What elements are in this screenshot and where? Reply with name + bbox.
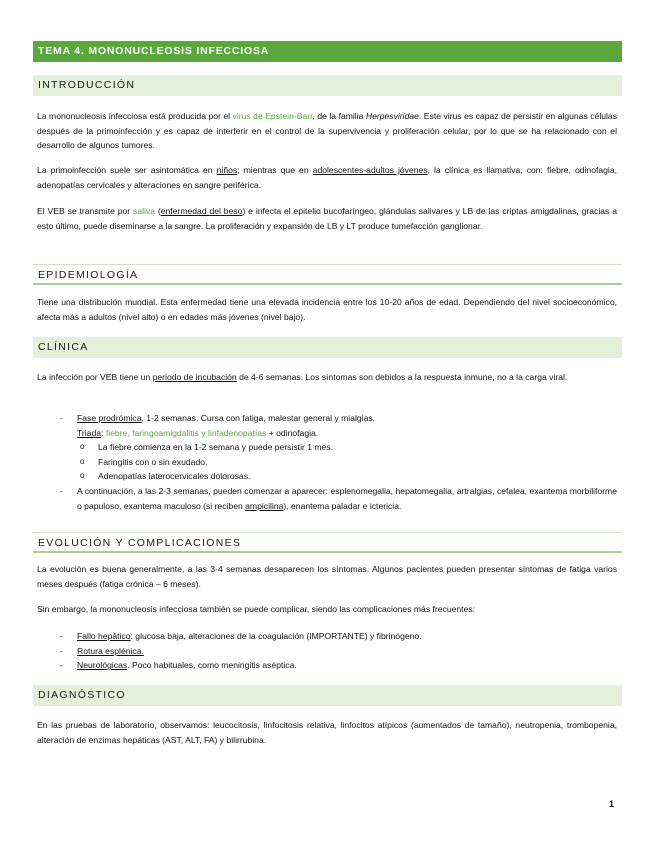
complication-label: Rotura esplénica. [77, 645, 144, 656]
section-heading-diagnostico: DIAGNÓSTICO [33, 685, 622, 706]
text-run: . Poco habituales, como meningitis aséptica. [127, 660, 297, 671]
text-run: A continuación, a las 2-3 semanas, pueden comenzar a aparecer: esplenomegalia, hepatomegalia, artralgias, cefalea, exantema morbiliforme o papuloso, exantema maculoso (si reciben [77, 485, 617, 511]
text-run: ; mientras que en [237, 165, 313, 175]
section-heading-clinica: CLÍNICA [33, 337, 622, 358]
adolescentes-underlined: adolescentes-adultos jóvenes [312, 165, 428, 175]
list-dash: - [60, 413, 63, 423]
list-item [60, 455, 617, 470]
intro-paragraph-3 [37, 204, 617, 233]
text-run: , de la familia [312, 111, 366, 121]
list-item [60, 658, 617, 673]
circle-bullet-icon: o [80, 471, 85, 481]
text-run: : glucosa baja, alteraciones de la coagulación (IMPORTANTE) y fibrinógeno. [130, 631, 422, 641]
list-item [60, 629, 617, 644]
text-run: La mononucleosis infecciosa está producida por el [37, 111, 233, 121]
text-run: La primoinfección suele ser asintomática en [37, 165, 217, 175]
list-item-continuacion [60, 484, 617, 513]
list-dash: - [60, 660, 63, 671]
clinica-list [60, 411, 617, 513]
text-run: . Este virus es capaz de persistir en algunas células después de la primoinfección y es capaz de interferir en el control de la supervivencia y proliferación celular, por lo que se ha relacionado con el desarrollo de algunos tumores. [37, 111, 618, 151]
list-dash: - [60, 645, 63, 656]
text-run: , la clínica es llamativa, con: fiebre, odinofagia, adenopatías cervicales y alteraciones en sangre periférica. [37, 165, 617, 190]
circle-bullet-icon: o [80, 442, 85, 452]
list-dash: - [60, 631, 63, 641]
section-heading-introduccion: INTRODUCCIÓN [33, 75, 622, 96]
intro-paragraph-2 [37, 163, 617, 192]
list-item [60, 644, 617, 659]
text-run: ) e infecta el epitelio bucofaríngeo, glándulas salivares y LB de las criptas amigdalinas, gracias a esto último, puede diseminarse a la sangre. La proliferación y expansión de LB y LT produce tumefacción ganglionar. [37, 206, 617, 231]
sub-item-text: La fiebre comienza en la 1-2 semana y puede persistir 1 mes. [98, 442, 334, 453]
beso-underlined: enfermedad del beso [160, 206, 243, 216]
circle-bullet-icon: o [80, 456, 85, 466]
epidemiologia-paragraph: Tiene una distribución mundial. Esta enfermedad tiene una elevada incidencia entre los 10-20 años de edad. Dependiendo del nivel socioeconómico, afecta más a adultos (nivel alto) o en edades más jóvenes (nivel bajo). [37, 297, 617, 322]
diagnostico-paragraph: En las pruebas de laboratorio, observamos: leucocitosis, linfocitosis relativa, linfocitos atípicos (aumentados de tamaño), neutropenia, trombopenia, alteración de enzimas hepáticas (AST, ALT, FA) y bilirrubina. [37, 720, 617, 745]
page-number: 1 [609, 799, 615, 809]
text-run: El VEB se transmite por [37, 206, 134, 216]
triada-label: Triada [77, 427, 102, 438]
list-item [60, 440, 617, 455]
saliva-highlight: saliva [133, 206, 155, 216]
periodo-underlined: periodo de incubación [152, 372, 237, 382]
text-run: + odinofagia. [266, 427, 319, 438]
complication-label: Neurológicas [77, 660, 128, 671]
list-item-fase-prodromica [60, 411, 617, 426]
list-dash: - [60, 485, 63, 496]
virus-name: virus de Epstein-Barr [232, 111, 313, 121]
ninos-underlined: niños [216, 165, 238, 175]
text-run: de 4-6 semanas. Los síntomas son debidos a la respuesta inmune, no a la carga viral. [236, 372, 568, 382]
triada-highlight: fiebre, faringoamigdalitis y linfadenopatías [105, 427, 267, 438]
text-run: ), enantema paladar e ictericia. [283, 500, 402, 511]
fase-label: Fase prodrómica [77, 413, 142, 423]
complicaciones-list [60, 629, 617, 673]
virus-family: Herpesviridae [365, 111, 419, 121]
complication-label: Fallo hepático [77, 631, 131, 641]
document-title: TEMA 4. MONONUCLEOSIS INFECCIOSA [33, 41, 622, 62]
text-run: La infección por VEB tiene un [37, 372, 153, 382]
text-run: ( [155, 206, 161, 216]
section-heading-evolucion: EVOLUCIÓN Y COMPLICACIONES [33, 532, 622, 553]
sub-item-text: Adenopatías laterocervicales dolorosas. [98, 471, 251, 482]
sub-item-text: Faringitis con o sin exudado. [98, 456, 208, 467]
ampicilina-underlined: ampicilina [245, 500, 284, 511]
triada-line [60, 426, 617, 441]
intro-paragraph-1 [37, 109, 617, 153]
text-run: . 1-2 semanas. Cursa con fatiga, malestar general y mialgias. [141, 413, 376, 423]
clinica-paragraph [37, 370, 617, 385]
list-item [60, 469, 617, 484]
text-run: : [101, 427, 106, 438]
evolucion-paragraph-2: Sin embargo, la mononucleosis infecciosa también se puede complicar, siendo las complicaciones más frecuentes: [37, 604, 476, 614]
evolucion-paragraph-1: La evolución es buena generalmente, a las 3-4 semanas desaparecen los síntomas. Algunos pacientes pueden presentar síntomas de fatiga varios meses después (fatiga crónica – 6 meses). [37, 564, 617, 589]
section-heading-epidemiologia: EPIDEMIOLOGÍA [33, 264, 622, 285]
